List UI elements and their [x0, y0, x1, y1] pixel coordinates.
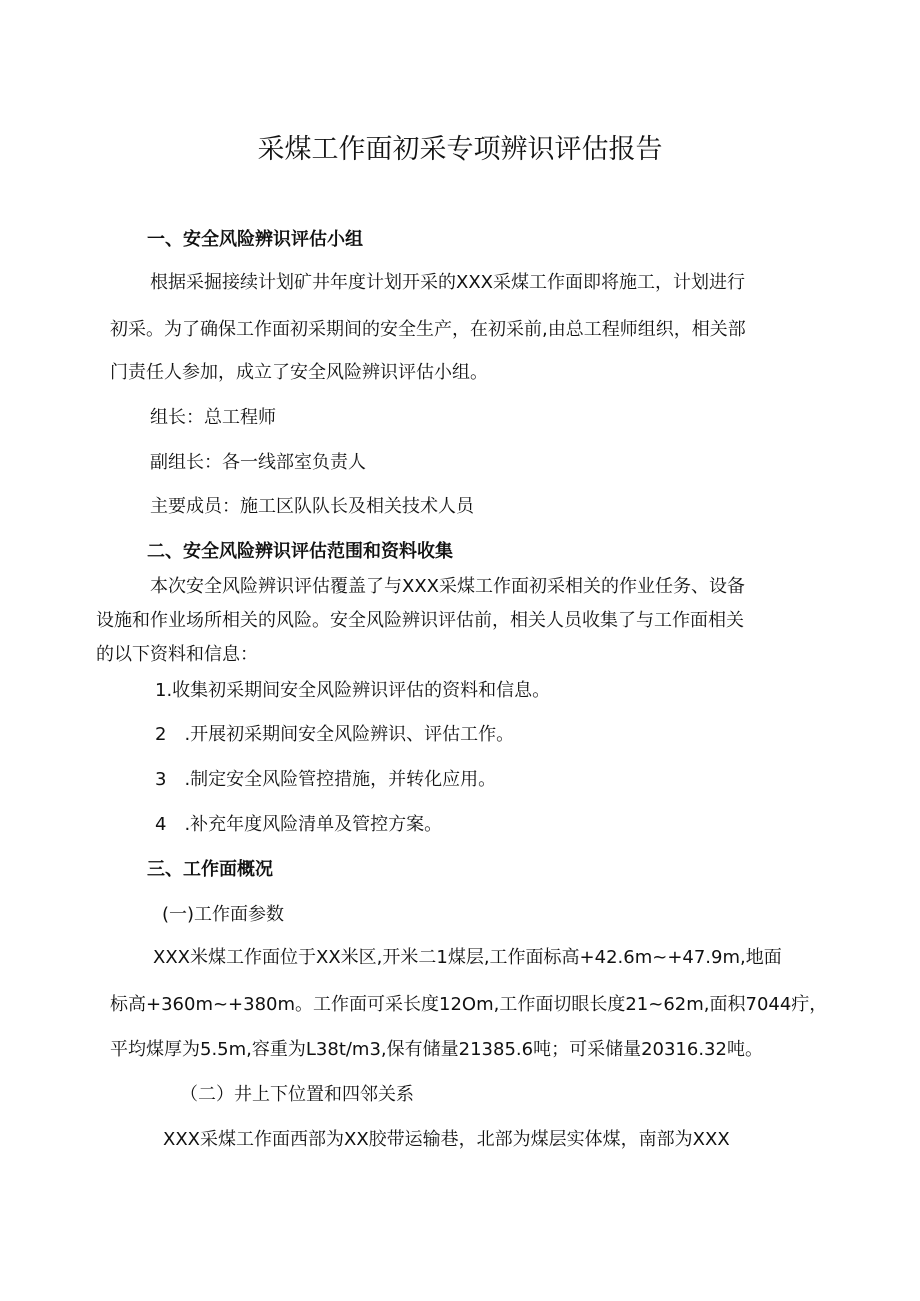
list-item-3: 3 .制定安全风险管控措施，并转化应用。 — [155, 769, 497, 790]
subsection-1-heading: (一)工作面参数 — [162, 904, 285, 925]
team-members-line: 主要成员：施工区队队长及相关技术人员 — [150, 496, 474, 517]
section-2-heading: 二、安全风险辨识评估范围和资料收集 — [147, 541, 453, 562]
subsection-2-heading: （二）井上下位置和四邻关系 — [180, 1084, 414, 1105]
section-1-heading: 一、安全风险辨识评估小组 — [147, 229, 363, 250]
page-title: 采煤工作面初采专项辨识评估报告 — [257, 134, 663, 165]
team-leader-line: 组长：总工程师 — [150, 407, 276, 428]
section-2-paragraph-line-3: 的以下资料和信息： — [96, 644, 258, 665]
section-1-paragraph-line-2: 初采。为了确保工作面初采期间的安全生产，在初采前,由总工程师组织，相关部 — [110, 319, 746, 340]
section-3-paragraph-line-2: 标高+360m~+380m。工作面可采长度12Om,工作面切眼长度21~62m,面积7044疔， — [110, 994, 828, 1015]
section-1-paragraph-line-3: 门责任人参加，成立了安全风险辨识评估小组。 — [110, 362, 488, 383]
section-3-paragraph-line-3: 平均煤厚为5.5m,容重为L38t∕m3,保有储量21385.6吨；可采储量20316.32吨。 — [110, 1039, 763, 1060]
team-vice-leader-line: 副组长：各一线部室负责人 — [150, 452, 366, 473]
section-3-paragraph-line-1: XXX米煤工作面位于XX米区,开米二1煤层,工作面标高+42.6m~+47.9m,地面 — [153, 947, 782, 968]
section-2-paragraph-line-2: 设施和作业场所相关的风险。安全风险辨识评估前，相关人员收集了与工作面相关 — [96, 610, 744, 631]
list-item-4: 4 .补充年度风险清单及管控方案。 — [155, 814, 443, 835]
section-3-heading: 三、工作面概况 — [147, 859, 273, 880]
section-1-paragraph-line-1: 根据采掘接续计划矿井年度计划开采的XXX采煤工作面即将施工，计划进行 — [150, 272, 745, 293]
list-item-2: 2 .开展初采期间安全风险辨识、评估工作。 — [155, 724, 515, 745]
section-2-paragraph-line-1: 本次安全风险辨识评估覆盖了与XXX采煤工作面初采相关的作业任务、设备 — [150, 576, 745, 597]
list-item-1: 1.收集初采期间安全风险辨识评估的资料和信息。 — [155, 680, 551, 701]
section-3-paragraph-2-line-1: XXX采煤工作面西部为XX胶带运输巷，北部为煤层实体煤，南部为XXX — [163, 1129, 730, 1150]
